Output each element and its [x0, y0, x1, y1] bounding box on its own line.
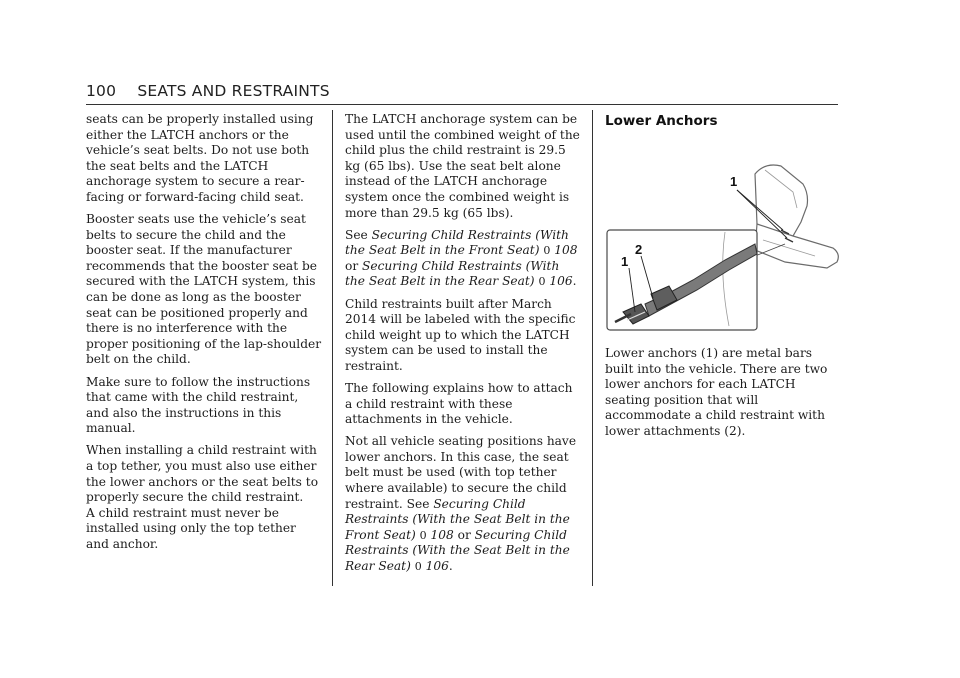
text: or: [453, 527, 475, 542]
cross-reference-link[interactable]: Securing Child Restraints (With the Seat Belt in the Front Seat): [345, 496, 570, 542]
header-rule: [86, 104, 838, 105]
page-ref-link[interactable]: 108: [554, 243, 578, 258]
page-number: 100: [86, 82, 117, 100]
page-ref-icon: 0: [538, 275, 546, 289]
text-column-2: [345, 112, 581, 581]
page-ref-icon: 0: [543, 244, 551, 258]
callout-label: 2: [635, 242, 643, 257]
paragraph-sentence: When installing a child restraint with a top tether, you must also use either the lower anchors or the seat belts to properly secure the child restraint.: [86, 443, 319, 505]
lower-anchors-figure: [605, 144, 845, 336]
cross-reference-link[interactable]: Securing Child Restraints (With the Seat Belt in the Rear Seat): [345, 258, 560, 289]
paragraph: Child restraints built after March 2014 will be labeled with the specific child weight up to which the LATCH system can be used to install the restraint.: [345, 296, 576, 373]
section-heading: Lower Anchors: [605, 113, 718, 129]
page-ref-icon: 0: [414, 560, 422, 574]
paragraph: seats can be properly installed using either the LATCH anchors or the vehicle’s seat belts. Do not use both the seat belts and the LATCH anchorage system to secure a rear-facing or forward-facing child seat.: [86, 112, 314, 204]
text: .: [572, 274, 577, 289]
text: .: [448, 559, 453, 574]
column-divider: [592, 110, 593, 586]
cross-reference-link[interactable]: Securing Child Restraints (With the Seat Belt in the Front Seat): [345, 227, 569, 258]
callout-label: 1: [730, 174, 738, 189]
page-header: [86, 82, 838, 100]
seat-anchor-illustration: [605, 144, 845, 336]
paragraph: The LATCH anchorage system can be used until the combined weight of the child plus the child restraint is 29.5 kg (65 lbs). Use the seat belt alone instead of the LATCH anchorage system once the combined weight is more than 29.5 kg (65 lbs).: [345, 112, 580, 220]
paragraph: The following explains how to attach a child restraint with these attachments in the vehicle.: [345, 381, 573, 427]
paragraph: [86, 443, 322, 552]
text-column-1: [86, 112, 322, 559]
text: See: [345, 227, 372, 242]
page-ref-link[interactable]: 106: [549, 274, 573, 289]
callout-label: 1: [621, 254, 629, 269]
paragraph: Booster seats use the vehicle’s seat belts to secure the child and the booster seat. If the manufacturer recommends that the booster seat be secured with the LATCH system, this can be done as long as the booster seat can be positioned properly and there is no interference with the proper positioning of the lap-shoulder belt on the child.: [86, 212, 322, 367]
paragraph: Lower anchors (1) are metal bars built into the vehicle. There are two lower anchors for each LATCH seating position that will accommodate a child restraint with lower attachments (2).: [605, 346, 828, 438]
text: Not all vehicle seating positions have lower anchors. In this case, the seat belt must be used (with top tether where available) to secure the child restraint. See: [345, 434, 577, 511]
page-ref-link[interactable]: 108: [430, 527, 454, 542]
column-divider: [332, 110, 333, 586]
cross-reference-paragraph: [345, 228, 581, 290]
paragraph-sentence: A child restraint must never be installed using only the top tether and anchor.: [86, 505, 296, 551]
cross-reference-paragraph: [345, 434, 581, 574]
paragraph: Make sure to follow the instructions that came with the child restraint, and also the instructions in this manual.: [86, 374, 311, 436]
text: or: [345, 258, 363, 273]
page-ref-icon: 0: [419, 528, 427, 542]
page-ref-link[interactable]: 106: [425, 559, 449, 574]
text-column-3: [605, 112, 841, 446]
cross-reference-link[interactable]: Securing Child Restraints (With the Seat Belt in the Rear Seat): [345, 527, 570, 574]
section-title: SEATS AND RESTRAINTS: [137, 82, 330, 100]
